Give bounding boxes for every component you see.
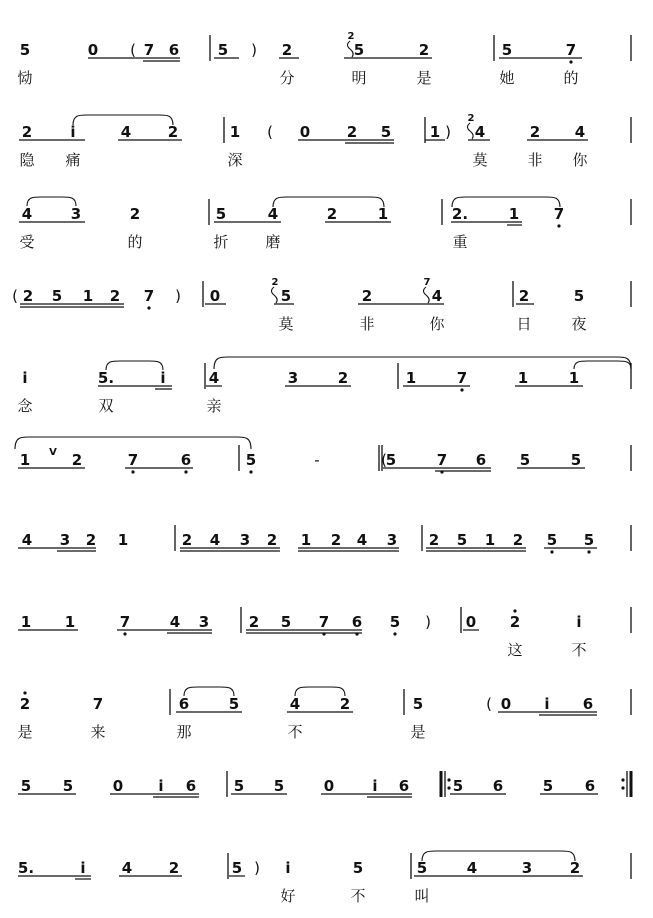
- note: 3: [386, 531, 398, 549]
- note: 0: [112, 777, 124, 795]
- note: 5: [273, 777, 285, 795]
- lyric-character: 明: [351, 69, 367, 87]
- octave-dot-below: [184, 470, 187, 473]
- lyric-character: 她: [499, 69, 515, 87]
- note: 4: [21, 205, 33, 223]
- octave-dot-below: [557, 224, 560, 227]
- lyric-character: 念: [17, 397, 33, 415]
- lyric-character: 叫: [414, 887, 430, 905]
- note: 2: [518, 287, 530, 305]
- note: 7: [127, 451, 139, 469]
- note: i: [544, 695, 550, 713]
- repeat-dot: [621, 778, 624, 781]
- lyric-character: 日: [516, 315, 532, 333]
- note: 5: [412, 695, 424, 713]
- slur-arc: [295, 687, 345, 696]
- note: 3: [521, 859, 533, 877]
- repeat-dot: [621, 786, 624, 789]
- note: 5.: [17, 859, 35, 877]
- grace-note: 2: [271, 277, 279, 288]
- note: 1: [19, 451, 31, 469]
- octave-dot-below: [569, 60, 572, 63]
- note: 6: [185, 777, 197, 795]
- note: i: [22, 369, 28, 387]
- lyric-character: 是: [410, 723, 426, 741]
- note: 5: [353, 41, 365, 59]
- lyric-character: 非: [527, 151, 543, 169]
- note: 1: [377, 205, 389, 223]
- bracket-symbol: (: [12, 287, 18, 305]
- lyric-character: 你: [572, 151, 588, 169]
- note: 5: [452, 777, 464, 795]
- lyric-character: 不: [350, 887, 366, 905]
- lyric-character: 来: [90, 723, 106, 741]
- note: 2: [428, 531, 440, 549]
- note: 7: [92, 695, 104, 713]
- lyric-character: 深: [227, 151, 243, 169]
- note: i: [70, 123, 76, 141]
- note: 2: [339, 695, 351, 713]
- note: 5: [231, 859, 243, 877]
- note: 7: [553, 205, 565, 223]
- octave-dot-below: [460, 388, 463, 391]
- note: 7: [143, 287, 155, 305]
- note: 4: [267, 205, 279, 223]
- lyric-character: 重: [452, 233, 468, 251]
- slur-arc: [574, 361, 631, 369]
- note: 1: [20, 613, 32, 631]
- grace-hook: [424, 287, 430, 303]
- lyric-character: 痛: [65, 151, 81, 169]
- note: 1: [429, 123, 441, 141]
- note: 2: [109, 287, 121, 305]
- grace-note: 2: [467, 113, 475, 124]
- octave-dot-below: [147, 306, 150, 309]
- note: 2: [266, 531, 278, 549]
- note: 5: [280, 287, 292, 305]
- lyric-character: 莫: [278, 315, 294, 333]
- note: 2: [85, 531, 97, 549]
- note: 5: [352, 859, 364, 877]
- note: 1: [229, 123, 241, 141]
- note: 2.: [451, 205, 469, 223]
- note: 1: [508, 205, 520, 223]
- note: 0: [465, 613, 477, 631]
- lyric-character: 磨: [265, 233, 281, 251]
- note: 5: [20, 777, 32, 795]
- lyric-character: 受: [19, 233, 35, 251]
- note: 4: [120, 123, 132, 141]
- note: 1: [82, 287, 94, 305]
- note: 4: [209, 531, 221, 549]
- note: 1: [117, 531, 129, 549]
- note: 1: [568, 369, 580, 387]
- grace-note: 7: [423, 277, 431, 288]
- note: 2: [19, 695, 31, 713]
- note: 5: [573, 287, 585, 305]
- note: 2: [129, 205, 141, 223]
- note: 2: [337, 369, 349, 387]
- note: 5: [542, 777, 554, 795]
- note: 6: [582, 695, 594, 713]
- score-row: [21, 777, 595, 795]
- note: i: [80, 859, 86, 877]
- lyric-character: 的: [563, 69, 579, 87]
- note: i: [576, 613, 582, 631]
- note: 2: [361, 287, 373, 305]
- lyric-character: 莫: [472, 151, 488, 169]
- octave-dot-above: [23, 691, 26, 694]
- grace-note: 2: [347, 31, 355, 42]
- lyric-character: 双: [98, 397, 114, 415]
- note: 2: [22, 287, 34, 305]
- breath-mark: V: [49, 447, 57, 458]
- note: 2: [529, 123, 541, 141]
- note: 5: [385, 451, 397, 469]
- note: 5: [389, 613, 401, 631]
- note: 4: [21, 531, 33, 549]
- note: 6: [475, 451, 487, 469]
- bracket-symbol: -: [314, 451, 320, 469]
- note: 2: [509, 613, 521, 631]
- note: 2: [330, 531, 342, 549]
- note: 6: [492, 777, 504, 795]
- slur-arc: [452, 197, 560, 207]
- lyric-character: 好: [280, 887, 296, 905]
- note: 1: [64, 613, 76, 631]
- note: 3: [287, 369, 299, 387]
- note: 6: [178, 695, 190, 713]
- note: 2: [167, 123, 179, 141]
- note: 6: [584, 777, 596, 795]
- note: 7: [565, 41, 577, 59]
- lyric-character: 隐: [19, 151, 35, 169]
- lyric-character: 那: [176, 723, 192, 741]
- note: 3: [70, 205, 82, 223]
- octave-dot-above: [513, 609, 516, 612]
- octave-dot-below: [587, 550, 590, 553]
- lyric-character: 你: [429, 315, 445, 333]
- lyric-character: 亲: [206, 397, 222, 415]
- note: 1: [484, 531, 496, 549]
- note: 5: [217, 41, 229, 59]
- note: 5: [215, 205, 227, 223]
- lyric-character: 夜: [571, 315, 587, 333]
- note: 1: [405, 369, 417, 387]
- lyric-character: 恸: [17, 69, 33, 87]
- note: 4: [466, 859, 478, 877]
- bracket-symbol: ): [251, 41, 257, 59]
- note: 3: [59, 531, 71, 549]
- note: 2: [181, 531, 193, 549]
- note: 2: [248, 613, 260, 631]
- note: 7: [456, 369, 468, 387]
- lyric-character: 非: [359, 315, 375, 333]
- octave-dot-below: [249, 470, 252, 473]
- score-row: [12, 277, 586, 333]
- lyric-character: 这: [507, 641, 523, 659]
- lyric-character: 是: [17, 723, 33, 741]
- octave-dot-below: [393, 632, 396, 635]
- note: 3: [239, 531, 251, 549]
- repeat-dot: [447, 778, 450, 781]
- note: 7: [143, 41, 155, 59]
- octave-dot-below: [123, 632, 126, 635]
- bracket-symbol: (: [381, 451, 387, 469]
- note: 5: [570, 451, 582, 469]
- score-row: [19, 113, 588, 169]
- note: 2: [281, 41, 293, 59]
- note: 0: [87, 41, 99, 59]
- note: 0: [209, 287, 221, 305]
- note: 1: [517, 369, 529, 387]
- note: 0: [500, 695, 512, 713]
- note: 2: [346, 123, 358, 141]
- note: 5: [416, 859, 428, 877]
- note: i: [372, 777, 378, 795]
- grace-hook: [348, 41, 354, 57]
- note: i: [160, 369, 166, 387]
- note: 5: [19, 41, 31, 59]
- lyric-character: 的: [127, 233, 143, 251]
- note: 7: [318, 613, 330, 631]
- note: 5: [380, 123, 392, 141]
- slur-arc: [106, 361, 163, 370]
- note: 6: [168, 41, 180, 59]
- slur-arc: [184, 687, 234, 696]
- note: 4: [356, 531, 368, 549]
- note: 7: [436, 451, 448, 469]
- score-row: [20, 447, 581, 474]
- note: 5: [280, 613, 292, 631]
- note: 5: [51, 287, 63, 305]
- slur-arc: [214, 357, 631, 369]
- lyric-character: 不: [287, 723, 303, 741]
- note: 7: [119, 613, 131, 631]
- bracket-symbol: ): [425, 613, 431, 631]
- note: 4: [289, 695, 301, 713]
- bracket-symbol: (: [267, 123, 273, 141]
- note: 4: [574, 123, 586, 141]
- bracket-symbol: ): [175, 287, 181, 305]
- note: 5: [228, 695, 240, 713]
- note: 6: [351, 613, 363, 631]
- octave-dot-below: [550, 550, 553, 553]
- note: i: [285, 859, 291, 877]
- note: 5: [546, 531, 558, 549]
- note: 2: [168, 859, 180, 877]
- score-row: [22, 531, 594, 554]
- note: 4: [208, 369, 220, 387]
- note: 4: [474, 123, 486, 141]
- slur-arc: [27, 197, 76, 206]
- bracket-symbol: (: [486, 695, 492, 713]
- note: 6: [398, 777, 410, 795]
- note: 3: [198, 613, 210, 631]
- score-row: [21, 609, 587, 659]
- note: 5: [245, 451, 257, 469]
- note: 5: [233, 777, 245, 795]
- note: 2: [71, 451, 83, 469]
- repeat-dot: [447, 786, 450, 789]
- note: 6: [180, 451, 192, 469]
- lyric-character: 不: [571, 641, 587, 659]
- grace-hook: [272, 287, 278, 303]
- note: 0: [323, 777, 335, 795]
- note: 5: [519, 451, 531, 469]
- score-row: [17, 691, 593, 741]
- note: 5: [456, 531, 468, 549]
- note: 4: [121, 859, 133, 877]
- note: 2: [418, 41, 430, 59]
- note: 5.: [97, 369, 115, 387]
- bracket-symbol: ): [254, 859, 260, 877]
- bracket-symbol: (: [130, 41, 136, 59]
- note: 4: [431, 287, 443, 305]
- note: 2: [21, 123, 33, 141]
- octave-dot-below: [131, 470, 134, 473]
- lyric-character: 折: [213, 233, 229, 251]
- score-row: [18, 859, 580, 905]
- note: 5: [62, 777, 74, 795]
- score-row: [17, 369, 579, 415]
- note: 2: [569, 859, 581, 877]
- lyric-character: 分: [279, 69, 295, 87]
- note: 5: [501, 41, 513, 59]
- note: 0: [299, 123, 311, 141]
- grace-hook: [468, 123, 474, 139]
- note: 2: [512, 531, 524, 549]
- lyric-character: 是: [416, 69, 432, 87]
- note: 1: [300, 531, 312, 549]
- note: i: [158, 777, 164, 795]
- slur-arc: [422, 851, 575, 861]
- note: 5: [583, 531, 595, 549]
- bracket-symbol: ): [445, 123, 451, 141]
- score-row: [19, 205, 564, 251]
- note: 2: [326, 205, 338, 223]
- note: 4: [169, 613, 181, 631]
